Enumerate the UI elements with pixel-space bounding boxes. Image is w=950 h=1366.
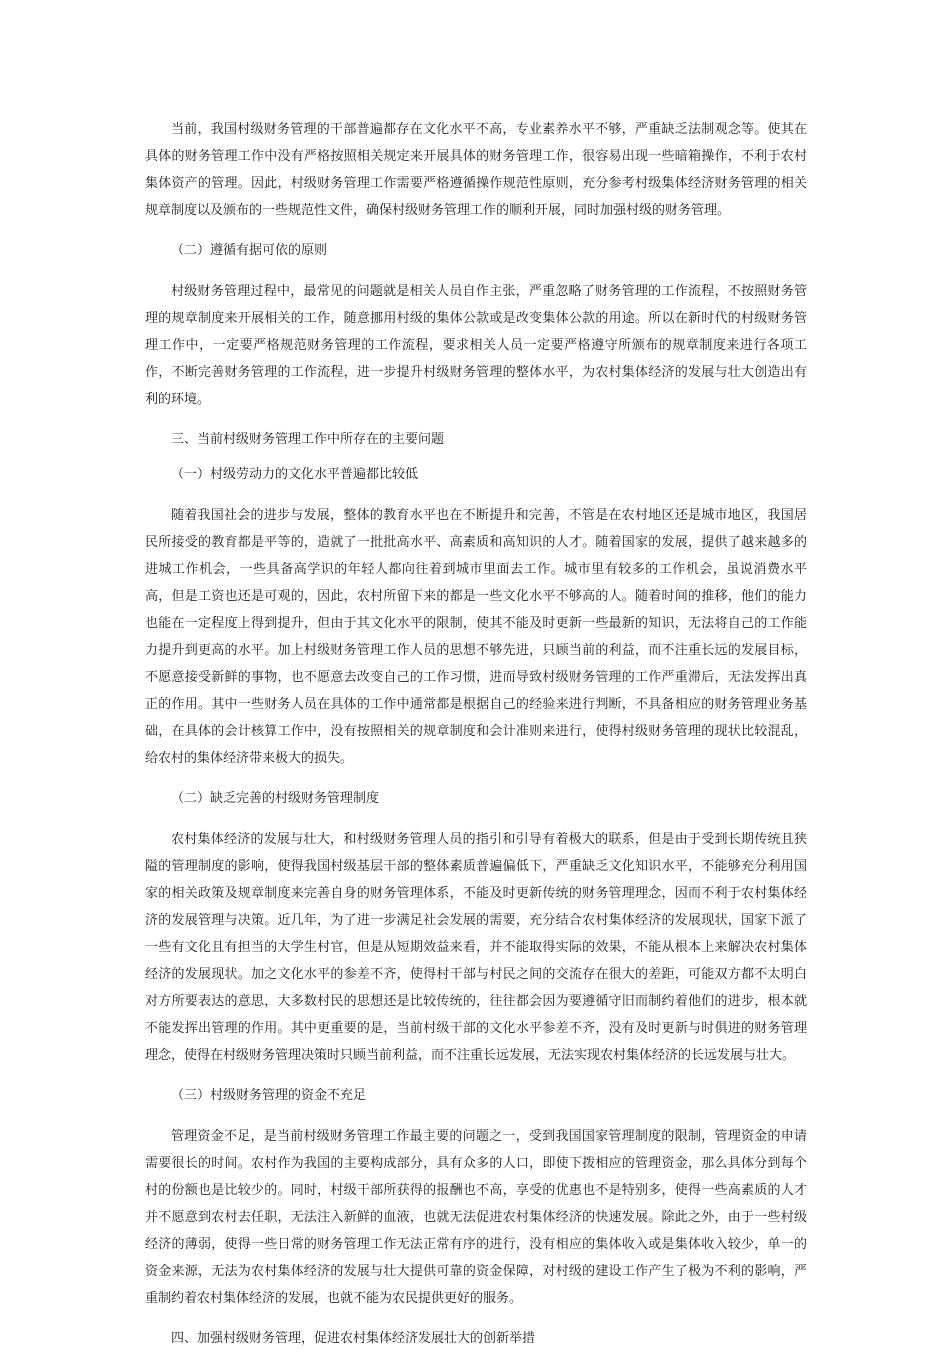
paragraph-management-system: 农村集体经济的发展与壮大，和村级财务管理人员的指引和引导有着极大的联系，但是由于受到长期传统且狭隘的管理制度的影响，使得我国村级基层干部的整体素质普遍偏低下，严重缺乏文化知识水平，不能够充分利用国家的相关政策及规章制度来完善自身的财务管理体系，不能及时更新传统的财务管理理念，因而不利于农村集体经济的发展管理与决策。近几年，为了进一步满足社会发展的需要，充分结合农村集体经济的发展现状，国家下派了一些有文化且有担当的大学生村官，但是从短期效益来看，并不能取得实际的效果，不能从根本上来解决农村集体经济的发展现状。加之文化水平的参差不齐，使得村干部与村民之间的交流存在很大的差距，可能双方都不太明白对方所要表达的意思，大多数村民的思想还是比较传统的，往往都会因为要遵循守旧而制约着他们的进步，根本就不能发挥出管理的作用。其中更重要的是，当前村级干部的文化水平参差不齐，没有及时更新与时俱进的财务管理理念，使得在村级财务管理决策时只顾当前利益，而不注重长远发展，无法实现农村集体经济的长远发展与壮大。 — [145, 832, 807, 1063]
heading-section-four: 四、加强村级财务管理，促进农村集体经济发展壮大的创新举措 — [171, 1331, 536, 1346]
paragraph-evidence-principle: 村级财务管理过程中，最常见的问题就是相关人员自作主张，严重忽略了财务管理的工作流程，不按照财务管理的规章制度来开展相关的工作，随意挪用村级的集体公款或是改变集体公款的用途。所以在新时代的村级财务管理工作中，一定要严格规范财务管理的工作流程，要求相关人员一定要严格遵守所颁布的规章制度来进行各项工作，不断完善财务管理的工作流程，进一步提升村级财务管理的整体水平，为农村集体经济的发展与壮大创造出有利的环境。 — [145, 284, 807, 407]
heading-funding-shortage: （三）村级财务管理的资金不充足 — [171, 1088, 367, 1103]
heading-management-system: （二）缺乏完善的村级财务管理制度 — [171, 791, 380, 806]
heading-labor-education: （一）村级劳动力的文化水平普遍都比较低 — [171, 467, 419, 482]
heading-section-three: 三、当前村级财务管理工作中所存在的主要问题 — [171, 432, 445, 447]
paragraph-labor-education: 随着我国社会的进步与发展，整体的教育水平也在不断提升和完善，不管是在农村地区还是城市地区，我国居民所接受的教育都是平等的，造就了一批批高水平、高素质和高知识的人才。随着国家的发展，提供了越来越多的进城工作机会，一些具备高学识的年轻人都向往着到城市里面去工作。城市里有较多的工作机会，虽说消费水平高，但是工资也还是可观的，因此，农村所留下来的都是一些文化水平不够高的人。随着时间的推移，他们的能力也能在一定程度上得到提升，但由于其文化水平的限制，使其不能及时更新一些最新的知识，无法将自己的工作能力提升到更高的水平。加上村级财务管理工作人员的思想不够先进，只顾当前的利益，而不注重长远的发展目标，不愿意接受新鲜的事物，也不愿意去改变自己的工作习惯，进而导致村级财务管理的工作严重滞后，无法发挥出真正的作用。其中一些财务人员在具体的工作中通常都是根据自己的经验来进行判断，不具备相应的财务管理业务基础，在具体的会计核算工作中，没有按照相关的规章制度和会计准则来进行，使得村级财务管理的现状比较混乱，给农村的集体经济带来极大的损失。 — [145, 508, 807, 766]
paragraph-operation-norms: 当前，我国村级财务管理的干部普遍都存在文化水平不高，专业素养水平不够，严重缺乏法制观念等。使其在具体的财务管理工作中没有严格按照相关规定来开展具体的财务管理工作，很容易出现一些暗箱操作，不利于农村集体资产的管理。因此，村级财务管理工作需要严格遵循操作规范性原则，充分参考村级集体经济财务管理的相关规章制度以及颁布的一些规范性文件，确保村级财务管理工作的顺利开展，同时加强村级的财务管理。 — [145, 122, 807, 218]
heading-evidence-principle: （二）遵循有据可依的原则 — [171, 243, 328, 258]
paragraph-funding-shortage: 管理资金不足，是当前村级财务管理工作最主要的问题之一，受到我国国家管理制度的限制，管理资金的申请需要很长的时间。农村作为我国的主要构成部分，具有众多的人口，即使下拨相应的管理资金，那么具体分到每个村的份额也是比较少的。同时，村级干部所获得的报酬也不高，享受的优惠也不是特别多，使得一些高素质的人才并不愿意到农村去任职，无法注入新鲜的血液，也就无法促进农村集体经济的快速发展。除此之外，由于一些村级经济的薄弱，使得一些日常的财务管理工作无法正常有序的进行，没有相应的集体收入或是集体收入较少，单一的资金来源，无法为农村集体经济的发展与壮大提供可靠的资金保障，对村级的建设工作产生了极为不利的影响，严重制约着农村集体经济的发展，也就不能为农民提供更好的服务。 — [145, 1129, 807, 1306]
document-body — [145, 116, 807, 1366]
